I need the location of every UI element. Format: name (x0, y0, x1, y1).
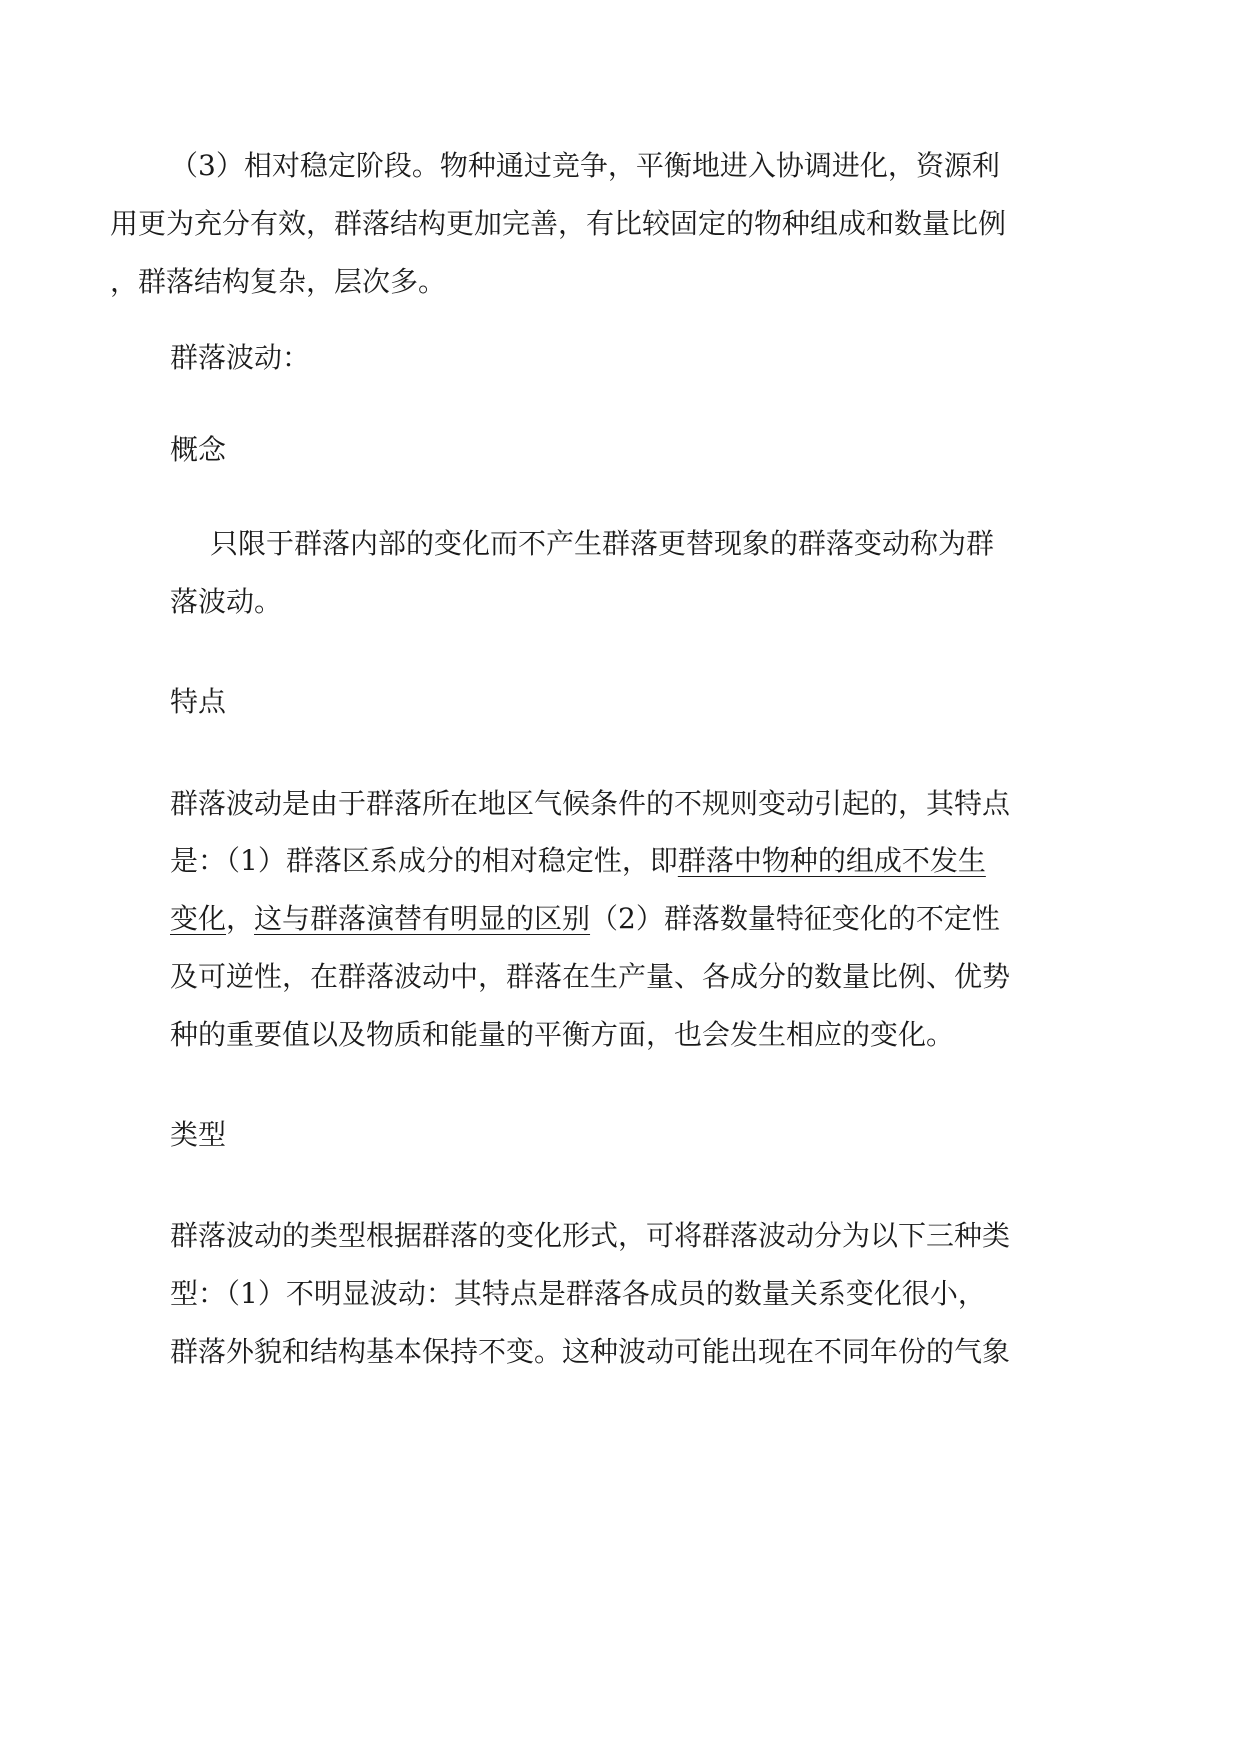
types-line-1: 群落波动的类型根据群落的变化形式，可将群落波动分为以下三种类 (170, 1219, 1011, 1252)
features-line-3 (170, 899, 1000, 939)
features-line-3-sep: ， (226, 902, 255, 935)
underlined-phrase-2: 变化 (170, 902, 227, 935)
features-line-1: 群落波动是由于群落所在地区气候条件的不规则变动引起的，其特点 (170, 787, 1011, 820)
stage3-line-2: 用更为充分有效，群落结构更加完善，有比较固定的物种组成和数量比例 (110, 207, 1007, 240)
features-line-3-rest: （2）群落数量特征变化的不定性 (590, 902, 1000, 935)
features-line-4: 及可逆性，在群落波动中，群落在生产量、各成分的数量比例、优势 (170, 960, 1011, 993)
concept-line-2: 落波动。 (170, 585, 283, 618)
underlined-phrase-3: 这与群落演替有明显的区别 (254, 902, 591, 935)
types-line-2: 型：（1）不明显波动：其特点是群落各成员的数量关系变化很小， (170, 1277, 986, 1310)
stage3-line-3: ，群落结构复杂，层次多。 (110, 265, 447, 298)
features-line-2 (170, 841, 986, 881)
underlined-phrase-1: 群落中物种的组成不发生 (677, 844, 986, 877)
heading-types: 类型 (170, 1118, 227, 1151)
types-line-3: 群落外貌和结构基本保持不变。这种波动可能出现在不同年份的气象 (170, 1335, 1011, 1368)
heading-features: 特点 (170, 685, 227, 718)
heading-concept: 概念 (170, 433, 227, 466)
stage3-line-1: （3）相对稳定阶段。物种通过竞争，平衡地进入协调进化，资源利 (170, 149, 1000, 182)
heading-fluctuation: 群落波动： (170, 341, 311, 374)
features-line-2-text: 是：（1）群落区系成分的相对稳定性，即 (170, 844, 678, 877)
concept-line-1: 只限于群落内部的变化而不产生群落更替现象的群落变动称为群 (210, 527, 995, 560)
features-line-5: 种的重要值以及物质和能量的平衡方面，也会发生相应的变化。 (170, 1018, 955, 1051)
